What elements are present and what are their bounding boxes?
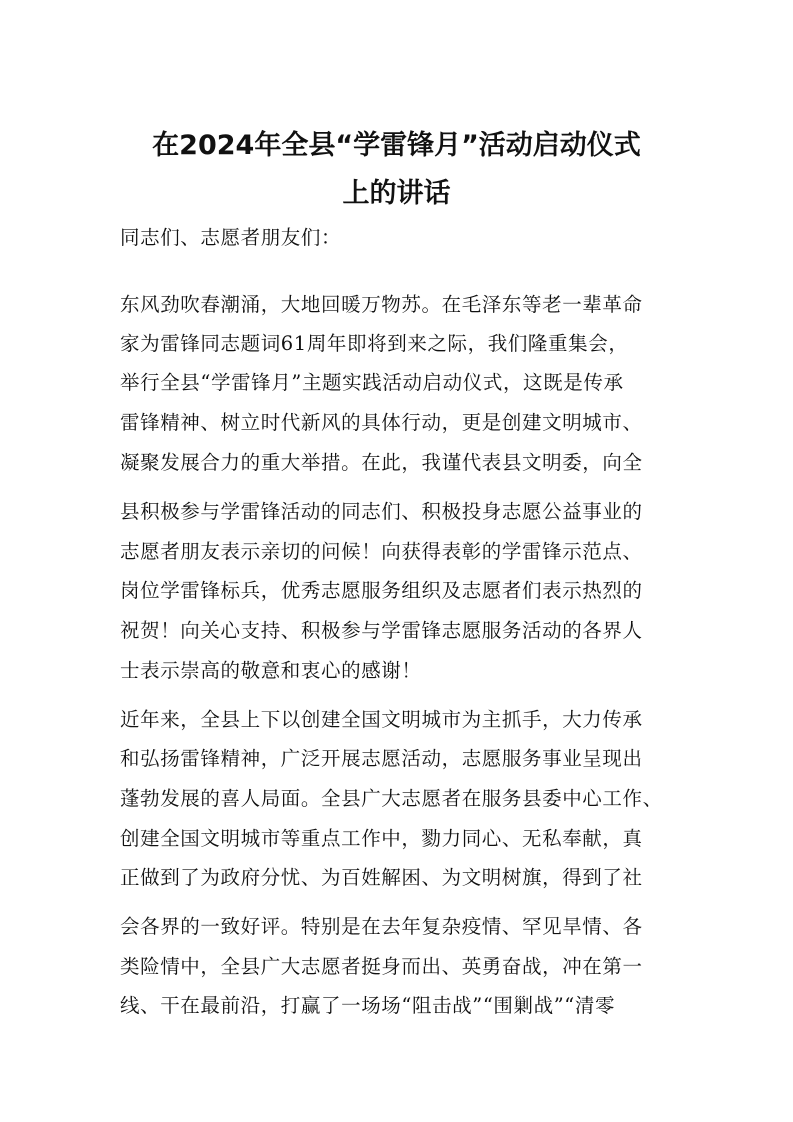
salutation-line: 同志们、志愿者朋友们： (120, 226, 342, 249)
body-text-line: 蓬勃发展的喜人局面。全县广大志愿者在服务县委中心工作、 (120, 787, 663, 810)
body-text-line: 祝贺！向关心支持、积极参与学雷锋志愿服务活动的各界人 (120, 619, 643, 642)
body-text-line: 凝聚发展合力的重大举措。在此，我谨代表县文明委，向全 (120, 451, 643, 474)
body-text-line: 家为雷锋同志题词61周年即将到来之际，我们隆重集会， (120, 332, 629, 355)
body-text-line: 近年来，全县上下以创建全国文明城市为主抓手，大力传承 (120, 708, 643, 731)
body-text-line: 县积极参与学雷锋活动的同志们、积极投身志愿公益事业的 (120, 500, 643, 523)
body-text-line: 线、干在最前沿，打赢了一场场“阻击战”“围剿战”“清零 (120, 994, 616, 1017)
body-text-line: 志愿者朋友表示亲切的问候！向获得表彰的学雷锋示范点、 (120, 540, 643, 563)
body-text-line: 雷锋精神、树立时代新风的具体行动，更是创建文明城市、 (120, 411, 643, 434)
body-text-line: 士表示崇高的敬意和衷心的感谢！ (120, 659, 422, 682)
body-text-line: 岗位学雷锋标兵，优秀志愿服务组织及志愿者们表示热烈的 (120, 579, 643, 602)
body-text-line: 举行全县“学雷锋月”主题实践活动启动仪式，这既是传承 (120, 371, 624, 394)
body-text-line: 创建全国文明城市等重点工作中，勠力同心、无私奉献，真 (120, 827, 643, 850)
body-text-line: 会各界的一致好评。特别是在去年复杂疫情、罕见旱情、各 (120, 915, 643, 938)
body-text-line: 和弘扬雷锋精神，广泛开展志愿活动，志愿服务事业呈现出 (120, 747, 643, 770)
body-text-line: 类险情中，全县广大志愿者挺身而出、英勇奋战，冲在第一 (120, 955, 643, 978)
document-title-line-1: 在2024年全县“学雷锋月”活动启动仪式 (152, 130, 641, 161)
body-text-line: 正做到了为政府分忧、为百姓解困、为文明树旗，得到了社 (120, 866, 643, 889)
body-text-line: 东风劲吹春潮涌，大地回暖万物苏。在毛泽东等老一辈革命 (120, 293, 643, 316)
document-title-line-2: 上的讲话 (342, 178, 451, 209)
